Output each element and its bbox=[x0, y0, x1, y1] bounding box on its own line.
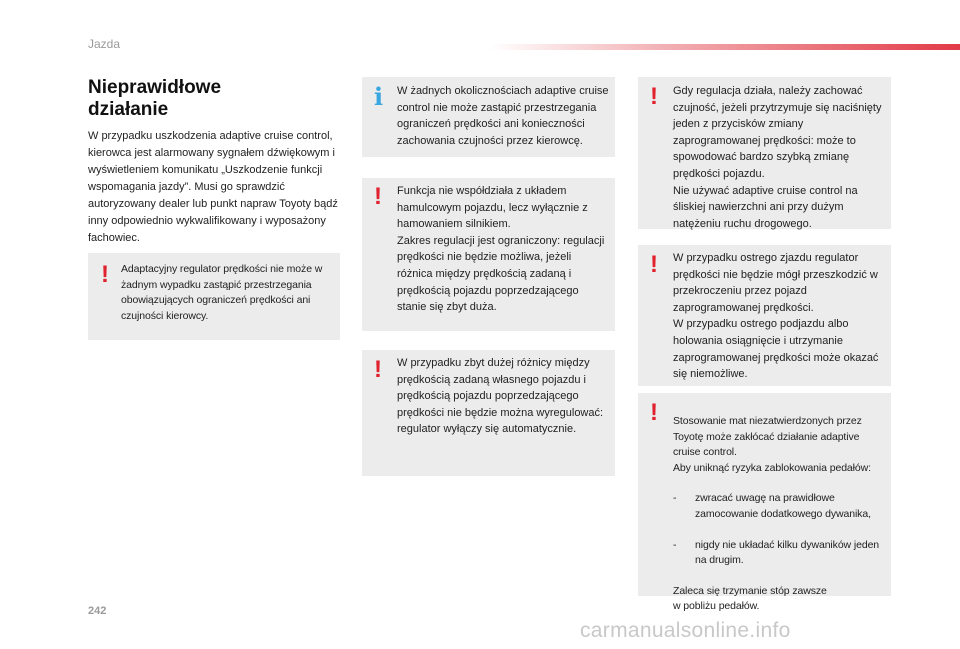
header-accent-line bbox=[490, 44, 960, 50]
warning-box-col3-c bbox=[638, 393, 891, 613]
list-dash: - bbox=[673, 492, 677, 505]
list-dash: - bbox=[673, 538, 677, 551]
warning-box-col1 bbox=[88, 253, 340, 340]
warning-box-col2-a bbox=[362, 178, 615, 331]
warning-text: Funkcja nie współdziała z układem hamulcowym pojazdu, lecz wyłącznie z hamowaniem silnikiem. Zakres regulacji jest ograniczony: regulacji prędkości nie będzie możliwa, jeżeli różnica między prędkością zadaną i prędkością pojazdu poprzedzającego stanie się zbyt duża. bbox=[397, 185, 605, 314]
warning-icon: ! bbox=[650, 251, 658, 278]
list-item bbox=[673, 491, 885, 522]
warning-icon: ! bbox=[650, 83, 658, 110]
warning-text: W przypadku ostrego zjazdu regulator prędkości nie będzie mógł przeszkodzić w przekroczeniu przez pojazd zaprogramowanej prędkości. W przypadku ostrego podjazdu albo holowania osiągnięcie i utrzymanie zaprogramowanej prędkości może okazać się niemożliwe. bbox=[673, 252, 879, 381]
warning-icon: ! bbox=[374, 356, 382, 383]
warning-lead: Stosowanie mat niezatwierdzonych przez Toyotę może zakłócać działanie adaptive cruise control. Aby uniknąć ryzyka zablokowania pedałów: bbox=[673, 415, 871, 474]
section-label: Jazda bbox=[88, 37, 121, 51]
warning-box-col2-b bbox=[362, 350, 615, 476]
list-item-text: zwracać uwagę na prawidłowe zamocowanie dodatkowego dywanika, bbox=[695, 492, 871, 520]
warning-tail: Zaleca się trzymanie stóp zawsze w pobliżu pedałów. bbox=[673, 584, 827, 613]
warning-box-col3-a bbox=[638, 77, 891, 229]
list-item-text: nigdy nie układać kilku dywaników jeden na drugim. bbox=[695, 538, 880, 567]
warning-box-col3-b bbox=[638, 245, 891, 386]
page-number: 242 bbox=[88, 605, 107, 617]
intro-paragraph: W przypadku uszkodzenia adaptive cruise control, kierowca jest alarmowany sygnałem dźwiękowym i wyświetleniem komunikatu „Uszkodzenie funkcji wspomagania jazdy”. Musi go sprawdzić autoryzowany dealer lub punkt napraw Toyoty bądź inny odpowiednio wykwalifikowany i wyposażony fachowiec. bbox=[88, 130, 338, 244]
info-box-col2 bbox=[362, 77, 615, 157]
info-icon: i bbox=[374, 82, 384, 111]
info-text: W żadnych okolicznościach adaptive cruise control nie może zastąpić przestrzegania ograniczeń prędkości ani konieczności zachowania czujności przez kierowcę. bbox=[397, 85, 609, 147]
warning-text: Gdy regulacja działa, należy zachować czujność, jeżeli przytrzymuje się naciśnięty jeden z przycisków zmiany zaprogramowanej prędkości: może to spowodować bardzo szybką zmianę prędkości pojazdu. Nie używać adaptive cruise control na śliskiej nawierzchni ani przy dużym natężeniu ruchu drogowego. bbox=[673, 85, 882, 230]
warning-text: Adaptacyjny regulator prędkości nie może w żadnym wypadku zastąpić przestrzegania obowiązujących ograniczeń prędkości ani czujności kierowcy. bbox=[121, 263, 323, 322]
warning-text bbox=[673, 399, 885, 630]
list-item bbox=[673, 538, 885, 569]
warning-text: W przypadku zbyt dużej różnicy między prędkością zadaną własnego pojazdu i prędkością pojazdu poprzedzającego prędkości nie będzie można wyregulować: regulator wyłączy się automatycznie. bbox=[397, 357, 604, 436]
warning-icon: ! bbox=[650, 399, 658, 426]
warning-icon: ! bbox=[101, 261, 109, 288]
watermark: carmanualsonline.info bbox=[580, 619, 791, 642]
warning-icon: ! bbox=[374, 183, 382, 210]
page-title: Nieprawidłowe działanie bbox=[88, 77, 222, 120]
